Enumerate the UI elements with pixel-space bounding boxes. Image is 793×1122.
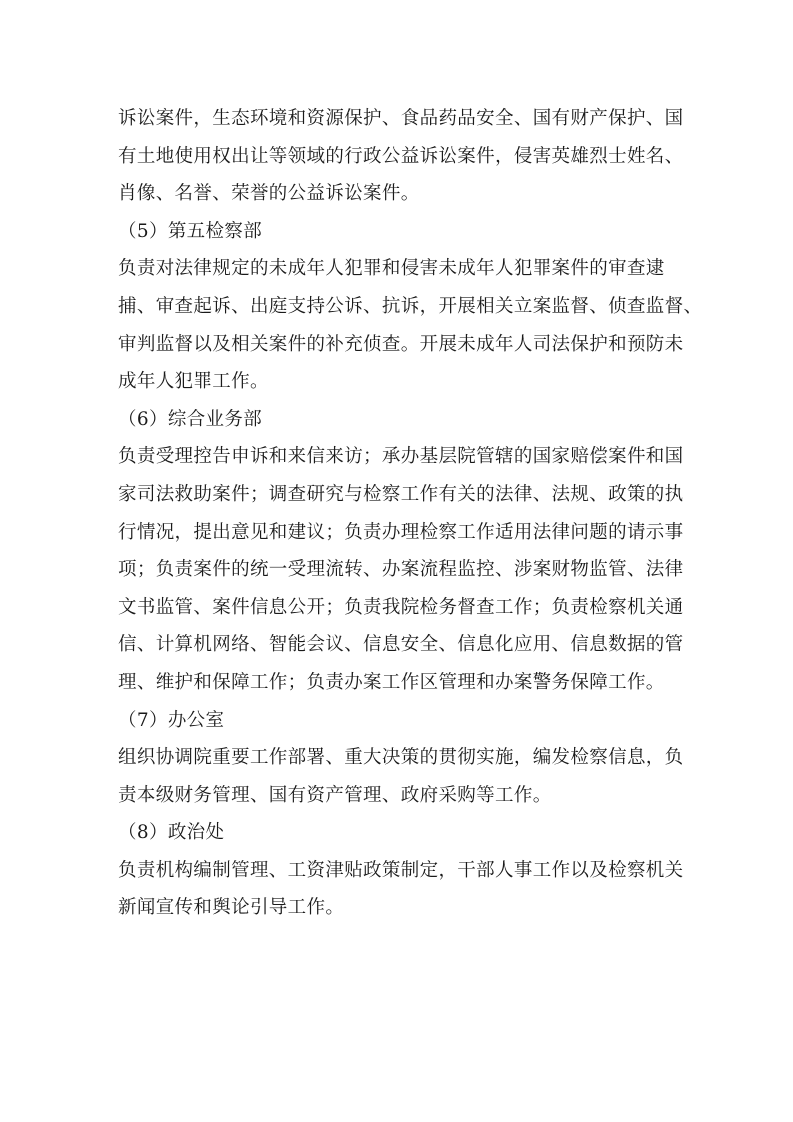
paragraph-line: 捕、审查起诉、出庭支持公诉、抗诉，开展相关立案监督、侦查监督、 xyxy=(118,295,703,317)
paragraph-line: 负责机构编制管理、工资津贴政策制定，干部人事工作以及检察机关 xyxy=(118,859,684,881)
paragraph-line: 诉讼案件，生态环境和资源保护、食品药品安全、国有财产保护、国 xyxy=(118,108,684,129)
paragraph-line: 项；负责案件的统一受理流转、办案流程监控、涉案财物监管、法律 xyxy=(118,559,684,581)
paragraph-line: 理、维护和保障工作；负责办案工作区管理和办案警务保障工作。 xyxy=(118,671,665,693)
paragraph-line: 行情况，提出意见和建议；负责办理检察工作适用法律问题的请示事 xyxy=(118,521,684,543)
paragraph-line: 文书监管、案件信息公开；负责我院检务督查工作；负责检察机关通 xyxy=(118,596,684,618)
paragraph-line: 成年人犯罪工作。 xyxy=(118,371,269,393)
paragraph-line: 信、计算机网络、智能会议、信息安全、信息化应用、信息数据的管 xyxy=(118,634,684,656)
paragraph-line: 组织协调院重要工作部署、重大决策的贯彻实施，编发检察信息，负 xyxy=(118,747,684,769)
paragraph-line: 责本级财务管理、国有资产管理、政府采购等工作。 xyxy=(118,784,552,806)
paragraph-line: 家司法救助案件；调查研究与检察工作有关的法律、法规、政策的执 xyxy=(118,483,684,505)
section-heading: （7）办公室 xyxy=(118,709,225,731)
paragraph-line: 负责对法律规定的未成年人犯罪和侵害未成年人犯罪案件的审查逮 xyxy=(118,258,665,280)
paragraph-line: 审判监督以及相关案件的补充侦查。开展未成年人司法保护和预防未 xyxy=(118,333,684,355)
section-heading: （8）政治处 xyxy=(118,822,225,844)
paragraph-line: 新闻宣传和舆论引导工作。 xyxy=(118,897,345,919)
paragraph-line: 负责受理控告申诉和来信来访；承办基层院管辖的国家赔偿案件和国 xyxy=(118,446,684,468)
section-heading: （5）第五检察部 xyxy=(118,220,263,242)
paragraph-line: 有土地使用权出让等领域的行政公益诉讼案件，侵害英雄烈士姓名、 xyxy=(118,145,684,167)
document-body xyxy=(118,100,703,927)
section-heading: （6）综合业务部 xyxy=(118,408,263,430)
paragraph-line: 肖像、名誉、荣誉的公益诉讼案件。 xyxy=(118,183,420,205)
